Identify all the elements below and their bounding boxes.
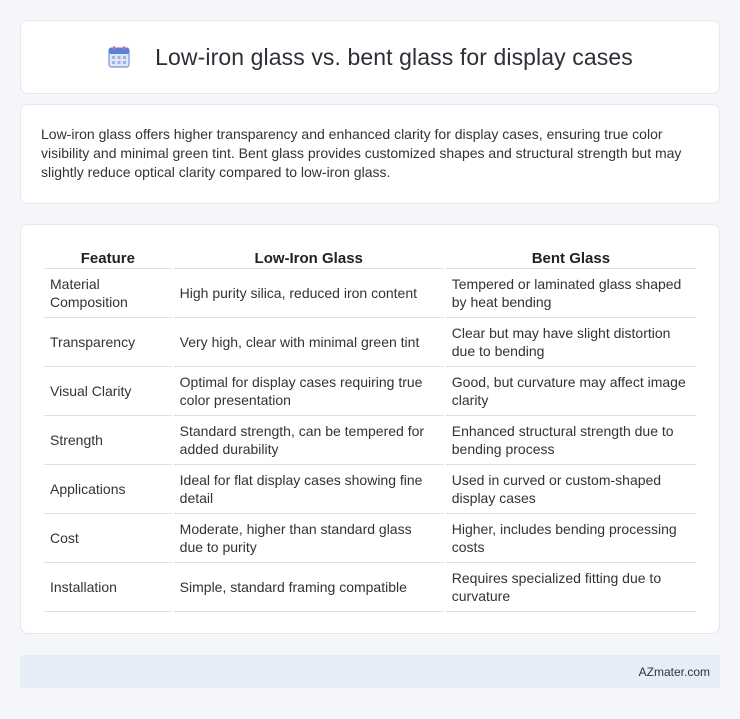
header-low-iron-glass: Low-Iron Glass: [174, 245, 444, 269]
header-bent-glass: Bent Glass: [446, 245, 696, 269]
comparison-table: [42, 245, 698, 612]
title-card: [20, 20, 720, 94]
header-feature: Feature: [44, 245, 172, 269]
feature-cell: Cost: [44, 514, 172, 563]
table-row: [44, 563, 696, 612]
low-iron-cell: High purity silica, reduced iron content: [174, 269, 444, 318]
bent-glass-cell: Enhanced structural strength due to bending process: [446, 416, 696, 465]
footer-brand: AZmater.com: [638, 664, 710, 679]
feature-cell: Applications: [44, 465, 172, 514]
page-title: Low-iron glass vs. bent glass for display cases: [155, 43, 633, 70]
bent-glass-cell: Clear but may have slight distortion due to bending: [446, 318, 696, 367]
low-iron-cell: Optimal for display cases requiring true color presentation: [174, 367, 444, 416]
feature-cell: Visual Clarity: [44, 367, 172, 416]
summary-text: Low-iron glass offers higher transparency and enhanced clarity for display cases, ensuring true color visibility and minimal green tint. Bent glass provides customized shapes and structural strength but may slightly reduce optical clarity compared to low-iron glass.: [41, 126, 682, 180]
calendar-icon: [107, 45, 131, 69]
low-iron-cell: Standard strength, can be tempered for added durability: [174, 416, 444, 465]
table-row: [44, 367, 696, 416]
feature-cell: Strength: [44, 416, 172, 465]
table-row: [44, 416, 696, 465]
low-iron-cell: Ideal for flat display cases showing fine detail: [174, 465, 444, 514]
bent-glass-cell: Tempered or laminated glass shaped by heat bending: [446, 269, 696, 318]
bent-glass-cell: Requires specialized fitting due to curvature: [446, 563, 696, 612]
low-iron-cell: Simple, standard framing compatible: [174, 563, 444, 612]
table-row: [44, 269, 696, 318]
comparison-table-card: [20, 224, 720, 634]
summary-card: [20, 104, 720, 204]
table-row: [44, 514, 696, 563]
feature-cell: Material Composition: [44, 269, 172, 318]
bent-glass-cell: Higher, includes bending processing costs: [446, 514, 696, 563]
feature-cell: Installation: [44, 563, 172, 612]
footer-bar: [20, 655, 720, 688]
feature-cell: Transparency: [44, 318, 172, 367]
table-header-row: [44, 245, 696, 269]
table-row: [44, 465, 696, 514]
table-row: [44, 318, 696, 367]
bent-glass-cell: Used in curved or custom-shaped display cases: [446, 465, 696, 514]
bent-glass-cell: Good, but curvature may affect image clarity: [446, 367, 696, 416]
low-iron-cell: Moderate, higher than standard glass due to purity: [174, 514, 444, 563]
low-iron-cell: Very high, clear with minimal green tint: [174, 318, 444, 367]
